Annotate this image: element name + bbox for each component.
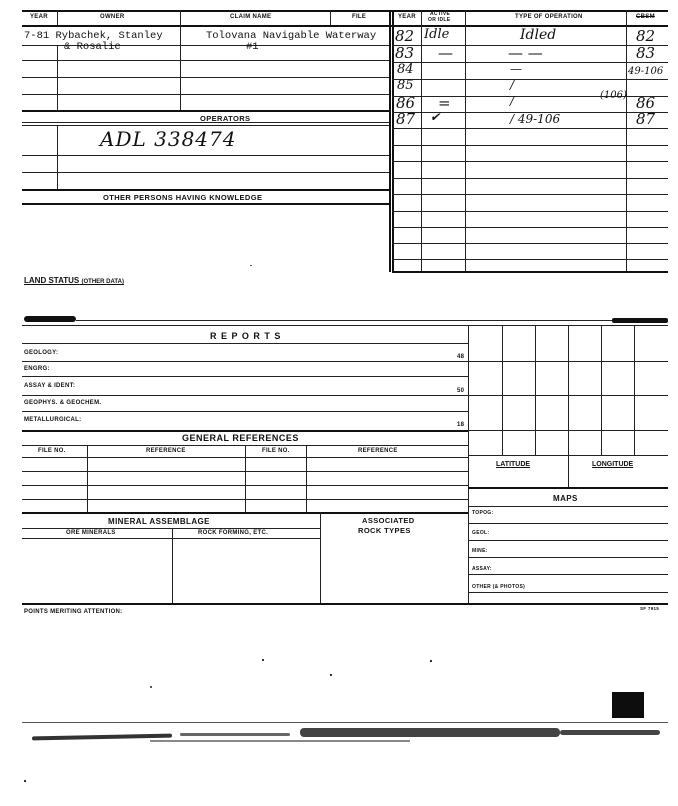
activity-type: —: [510, 62, 522, 76]
rule: [392, 194, 668, 195]
rule: [57, 10, 58, 25]
rule: [22, 25, 668, 27]
report-row-num: 48: [457, 354, 465, 360]
activity-cbsm: (106): [600, 90, 627, 101]
form-number: SF 7915: [640, 606, 660, 611]
rule: [22, 411, 468, 412]
rule: [465, 10, 466, 272]
header-type-of-operation: TYPE OF OPERATION: [515, 14, 583, 20]
rule: [468, 506, 668, 507]
rule: [22, 361, 468, 362]
scan-smear: [180, 733, 290, 736]
general-references-title: GENERAL REFERENCES: [182, 433, 299, 443]
scan-smear: [150, 740, 410, 742]
activity-cbsm: 86: [636, 94, 656, 112]
activity-cbsm: 83: [636, 44, 656, 62]
rule: [22, 110, 389, 112]
record-claim-name: Tolovana Navigable Waterway: [206, 30, 377, 42]
record-claim-no: #1: [246, 41, 259, 53]
land-status-label: LAND STATUS: [24, 276, 80, 285]
record-year-owner: 7-81 Rybachek, Stanley: [24, 30, 163, 42]
report-row-label: METALLURGICAL:: [24, 417, 82, 423]
maps-item: GEOL:: [472, 530, 490, 536]
activity-cbsm: 87: [636, 110, 656, 128]
rule: [306, 445, 307, 513]
rule: [57, 125, 58, 189]
rule: [392, 62, 668, 63]
rule: [22, 528, 320, 529]
header-year-2: YEAR: [398, 14, 416, 20]
scan-speck: [430, 660, 432, 662]
operators-label: OPERATORS: [200, 114, 251, 123]
activity-active: —: [438, 44, 453, 62]
rule: [22, 189, 389, 191]
rule: [22, 538, 320, 539]
activity-type: Idled: [520, 27, 557, 43]
latitude-label: LATITUDE: [496, 461, 531, 468]
rule: [535, 325, 536, 455]
activity-year: 82: [395, 27, 415, 45]
rule: [421, 10, 422, 272]
rule: [22, 77, 389, 78]
rule: [392, 145, 668, 146]
activity-year: 86: [396, 94, 416, 112]
gen-ref-reference-1: REFERENCE: [146, 448, 186, 454]
rule: [568, 325, 569, 455]
report-row-label: ASSAY & IDENT:: [24, 383, 76, 389]
associated-label: ASSOCIATED: [362, 516, 415, 525]
land-status-sub: (OTHER DATA): [81, 279, 124, 285]
rule: [320, 512, 321, 603]
rule: [22, 94, 389, 95]
rule: [468, 325, 469, 603]
maps-item: OTHER (& PHOTOS): [472, 584, 526, 590]
activity-type: /: [510, 78, 515, 92]
rule: [22, 10, 668, 12]
report-row-label: GEOLOGY:: [24, 350, 59, 356]
rule: [22, 499, 468, 500]
rule: [22, 603, 668, 605]
report-row-num: 50: [457, 388, 465, 394]
rock-forming-label: ROCK FORMING, ETC.: [198, 530, 269, 536]
rule: [22, 325, 668, 326]
rule: [468, 540, 668, 541]
header-active: ACTIVE: [430, 11, 451, 17]
rule: [392, 128, 668, 129]
scan-mark: [24, 316, 76, 322]
rule: [330, 10, 331, 25]
header-cbsm: CBSM: [636, 14, 655, 20]
rule: [568, 455, 569, 487]
rule: [22, 471, 468, 472]
scan-block: [612, 692, 644, 718]
operators-adl-number: ADL 338474: [100, 127, 237, 151]
rule: [502, 325, 503, 455]
scan-speck: [262, 659, 264, 661]
rule: [392, 79, 668, 80]
rule: [245, 445, 246, 513]
maps-item: MINE:: [472, 548, 488, 554]
activity-active: Idle: [424, 27, 450, 42]
activity-type: / 49-106: [510, 112, 561, 126]
scan-speck: [250, 265, 252, 266]
header-year: YEAR: [30, 14, 48, 20]
scan-speck: [330, 674, 332, 676]
header-claim-name: CLAIM NAME: [230, 14, 272, 20]
header-or-idle: OR IDLE: [428, 17, 451, 23]
rule: [22, 203, 389, 205]
rule: [626, 10, 627, 272]
report-row-label: GEOPHYS. & GEOCHEM.: [24, 400, 102, 406]
activity-year: 84: [397, 62, 414, 77]
rule: [468, 487, 668, 489]
header-file: FILE: [352, 14, 367, 20]
activity-active: =: [438, 94, 451, 112]
reports-title: R E P O R T S: [210, 331, 282, 341]
longitude-label: LONGITUDE: [592, 461, 634, 468]
scan-speck: [150, 686, 152, 688]
rule: [392, 243, 668, 244]
rule: [389, 10, 391, 272]
scan-speck: [24, 780, 26, 782]
activity-type: — —: [508, 44, 543, 62]
rule: [76, 320, 612, 321]
rule: [468, 592, 668, 593]
activity-active: ✔: [430, 110, 441, 124]
land-status-heading: [24, 276, 124, 285]
rule: [468, 557, 668, 558]
activity-year: 85: [397, 78, 414, 93]
rule: [392, 227, 668, 228]
rule: [468, 574, 668, 575]
rule: [468, 523, 668, 524]
gen-ref-reference-2: REFERENCE: [358, 448, 398, 454]
rock-types-label: ROCK TYPES: [358, 526, 411, 535]
scan-smear: [560, 730, 660, 735]
rule: [392, 161, 668, 162]
rule: [22, 485, 468, 486]
rule: [392, 10, 394, 272]
rule: [392, 259, 668, 260]
rule: [392, 211, 668, 212]
rule: [392, 178, 668, 179]
rule: [22, 172, 389, 173]
record-owner-line2: & Rosalie: [64, 41, 121, 53]
other-persons-label: OTHER PERSONS HAVING KNOWLEDGE: [103, 193, 263, 202]
rule: [22, 343, 468, 344]
header-owner: OWNER: [100, 14, 125, 20]
mineral-assemblage-title: MINERAL ASSEMBLAGE: [108, 517, 210, 526]
rule: [172, 528, 173, 603]
rule: [57, 45, 58, 110]
activity-cbsm: 82: [636, 27, 656, 45]
maps-title: MAPS: [553, 494, 578, 503]
rule: [22, 430, 468, 432]
rule: [634, 325, 635, 455]
rule: [22, 155, 389, 156]
activity-type: /: [510, 94, 515, 108]
gen-ref-file-no-2: FILE NO.: [262, 448, 290, 454]
points-meriting-attention-label: POINTS MERITING ATTENTION:: [24, 609, 123, 615]
rule: [22, 512, 468, 514]
scan-smear: [300, 728, 560, 737]
gen-ref-file-no-1: FILE NO.: [38, 448, 66, 454]
scan-line: [22, 722, 668, 723]
report-row-num: 18: [457, 422, 465, 428]
activity-year: 83: [395, 44, 415, 62]
rule: [22, 395, 468, 396]
rule: [22, 60, 389, 61]
rule: [22, 125, 389, 126]
rule: [392, 271, 668, 273]
report-row-label: ENGRG:: [24, 366, 50, 372]
maps-item: ASSAY:: [472, 566, 492, 572]
scan-mark: [612, 318, 668, 323]
activity-year: 87: [396, 110, 416, 128]
rule: [601, 325, 602, 455]
ore-minerals-label: ORE MINERALS: [66, 530, 116, 536]
rule: [22, 376, 468, 377]
maps-item: TOPOG:: [472, 510, 494, 516]
activity-cbsm: 49-106: [628, 66, 664, 77]
rule: [87, 445, 88, 513]
